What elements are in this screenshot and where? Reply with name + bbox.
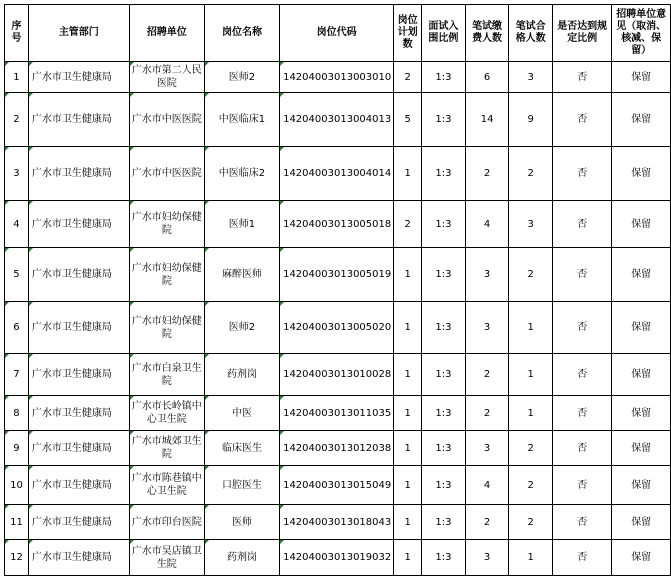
cell-no: 5 — [5, 248, 29, 302]
cell-opinion: 保留 — [612, 540, 671, 576]
table-row — [5, 466, 671, 505]
table-row — [5, 201, 671, 248]
cell-code: 14204003013005019 — [280, 248, 394, 302]
table-row — [5, 62, 671, 93]
cell-reached: 否 — [553, 354, 612, 396]
cell-reached: 否 — [553, 147, 612, 201]
cell-paid: 2 — [465, 147, 509, 201]
cell-plan: 1 — [394, 396, 422, 431]
cell-passed: 3 — [509, 201, 553, 248]
cell-opinion: 保留 — [612, 466, 671, 505]
table-row — [5, 147, 671, 201]
cell-dept: 广水市卫生健康局 — [28, 302, 129, 354]
table-row — [5, 505, 671, 540]
cell-ratio: 1:3 — [422, 93, 466, 147]
cell-passed: 2 — [509, 431, 553, 466]
table-row — [5, 248, 671, 302]
cell-no: 7 — [5, 354, 29, 396]
cell-no: 10 — [5, 466, 29, 505]
cell-plan: 2 — [394, 201, 422, 248]
cell-passed: 2 — [509, 147, 553, 201]
cell-ratio: 1:3 — [422, 431, 466, 466]
cell-plan: 1 — [394, 466, 422, 505]
recruitment-table — [4, 4, 671, 576]
cell-unit: 广水市吴店镇卫生院 — [129, 540, 204, 576]
cell-paid: 2 — [465, 396, 509, 431]
recruitment-sheet — [4, 4, 671, 576]
header-passed: 笔试合格人数 — [509, 5, 553, 62]
cell-unit: 广水市印台医院 — [129, 505, 204, 540]
cell-post: 口腔医生 — [204, 466, 279, 505]
cell-reached: 否 — [553, 540, 612, 576]
cell-opinion: 保留 — [612, 354, 671, 396]
cell-opinion: 保留 — [612, 201, 671, 248]
header-row — [5, 5, 671, 62]
cell-opinion: 保留 — [612, 431, 671, 466]
table-row — [5, 396, 671, 431]
cell-opinion: 保留 — [612, 248, 671, 302]
cell-opinion: 保留 — [612, 62, 671, 93]
cell-reached: 否 — [553, 505, 612, 540]
cell-paid: 2 — [465, 354, 509, 396]
header-opinion: 招聘单位意见（取消、核减、保留） — [612, 5, 671, 62]
cell-reached: 否 — [553, 62, 612, 93]
cell-no: 9 — [5, 431, 29, 466]
cell-no: 2 — [5, 93, 29, 147]
cell-opinion: 保留 — [612, 302, 671, 354]
cell-plan: 1 — [394, 431, 422, 466]
cell-unit: 广水市妇幼保健院 — [129, 302, 204, 354]
cell-code: 14204003013005018 — [280, 201, 394, 248]
cell-plan: 1 — [394, 505, 422, 540]
cell-ratio: 1:3 — [422, 505, 466, 540]
cell-plan: 1 — [394, 540, 422, 576]
cell-paid: 4 — [465, 466, 509, 505]
cell-ratio: 1:3 — [422, 466, 466, 505]
cell-reached: 否 — [553, 248, 612, 302]
cell-paid: 4 — [465, 201, 509, 248]
table-row — [5, 302, 671, 354]
cell-code: 14204003013004014 — [280, 147, 394, 201]
cell-unit: 广水市白泉卫生院 — [129, 354, 204, 396]
cell-dept: 广水市卫生健康局 — [28, 248, 129, 302]
cell-code: 14204003013003010 — [280, 62, 394, 93]
table-header — [5, 5, 671, 62]
cell-paid: 2 — [465, 505, 509, 540]
cell-code: 14204003013010028 — [280, 354, 394, 396]
cell-passed: 9 — [509, 93, 553, 147]
cell-paid: 3 — [465, 431, 509, 466]
cell-ratio: 1:3 — [422, 540, 466, 576]
cell-code: 14204003013019032 — [280, 540, 394, 576]
cell-code: 14204003013011035 — [280, 396, 394, 431]
cell-ratio: 1:3 — [422, 62, 466, 93]
cell-plan: 1 — [394, 354, 422, 396]
cell-unit: 广水市第二人民医院 — [129, 62, 204, 93]
cell-paid: 6 — [465, 62, 509, 93]
cell-no: 11 — [5, 505, 29, 540]
cell-code: 14204003013012038 — [280, 431, 394, 466]
cell-no: 4 — [5, 201, 29, 248]
cell-unit: 广水市妇幼保健院 — [129, 201, 204, 248]
cell-dept: 广水市卫生健康局 — [28, 62, 129, 93]
cell-reached: 否 — [553, 302, 612, 354]
cell-code: 14204003013004013 — [280, 93, 394, 147]
cell-reached: 否 — [553, 201, 612, 248]
cell-dept: 广水市卫生健康局 — [28, 354, 129, 396]
table-body — [5, 62, 671, 576]
cell-ratio: 1:3 — [422, 201, 466, 248]
cell-opinion: 保留 — [612, 147, 671, 201]
header-no: 序号 — [5, 5, 29, 62]
cell-ratio: 1:3 — [422, 354, 466, 396]
table-row — [5, 354, 671, 396]
header-plan: 岗位计划数 — [394, 5, 422, 62]
table-row — [5, 431, 671, 466]
cell-ratio: 1:3 — [422, 147, 466, 201]
cell-passed: 3 — [509, 62, 553, 93]
cell-passed: 1 — [509, 396, 553, 431]
header-post: 岗位名称 — [204, 5, 279, 62]
cell-post: 医师 — [204, 505, 279, 540]
cell-no: 1 — [5, 62, 29, 93]
cell-no: 8 — [5, 396, 29, 431]
cell-dept: 广水市卫生健康局 — [28, 396, 129, 431]
cell-opinion: 保留 — [612, 93, 671, 147]
cell-unit: 广水市长岭镇中心卫生院 — [129, 396, 204, 431]
cell-post: 药剂岗 — [204, 354, 279, 396]
cell-passed: 2 — [509, 505, 553, 540]
header-dept: 主管部门 — [28, 5, 129, 62]
cell-dept: 广水市卫生健康局 — [28, 93, 129, 147]
cell-opinion: 保留 — [612, 505, 671, 540]
cell-plan: 1 — [394, 248, 422, 302]
header-paid: 笔试缴费人数 — [465, 5, 509, 62]
cell-post: 临床医生 — [204, 431, 279, 466]
cell-unit: 广水市城郊卫生院 — [129, 431, 204, 466]
cell-dept: 广水市卫生健康局 — [28, 201, 129, 248]
cell-passed: 2 — [509, 248, 553, 302]
cell-code: 14204003013015049 — [280, 466, 394, 505]
cell-passed: 1 — [509, 354, 553, 396]
cell-no: 6 — [5, 302, 29, 354]
cell-unit: 广水市陈巷镇中心卫生院 — [129, 466, 204, 505]
cell-plan: 1 — [394, 302, 422, 354]
header-ratio: 面试入围比例 — [422, 5, 466, 62]
cell-reached: 否 — [553, 396, 612, 431]
cell-post: 医师1 — [204, 201, 279, 248]
cell-passed: 1 — [509, 540, 553, 576]
cell-ratio: 1:3 — [422, 248, 466, 302]
cell-post: 药剂岗 — [204, 540, 279, 576]
cell-post: 中医临床1 — [204, 93, 279, 147]
cell-dept: 广水市卫生健康局 — [28, 505, 129, 540]
header-unit: 招聘单位 — [129, 5, 204, 62]
cell-dept: 广水市卫生健康局 — [28, 431, 129, 466]
header-code: 岗位代码 — [280, 5, 394, 62]
cell-dept: 广水市卫生健康局 — [28, 147, 129, 201]
cell-plan: 2 — [394, 62, 422, 93]
cell-passed: 1 — [509, 302, 553, 354]
cell-unit: 广水市中医医院 — [129, 93, 204, 147]
cell-paid: 14 — [465, 93, 509, 147]
cell-reached: 否 — [553, 93, 612, 147]
cell-post: 医师2 — [204, 302, 279, 354]
cell-code: 14204003013005020 — [280, 302, 394, 354]
cell-no: 3 — [5, 147, 29, 201]
cell-post: 中医 — [204, 396, 279, 431]
cell-code: 14204003013018043 — [280, 505, 394, 540]
cell-opinion: 保留 — [612, 396, 671, 431]
cell-unit: 广水市中医医院 — [129, 147, 204, 201]
cell-reached: 否 — [553, 466, 612, 505]
cell-plan: 5 — [394, 93, 422, 147]
cell-paid: 3 — [465, 248, 509, 302]
cell-paid: 3 — [465, 302, 509, 354]
cell-ratio: 1:3 — [422, 302, 466, 354]
cell-unit: 广水市妇幼保健院 — [129, 248, 204, 302]
cell-passed: 2 — [509, 466, 553, 505]
cell-dept: 广水市卫生健康局 — [28, 540, 129, 576]
cell-no: 12 — [5, 540, 29, 576]
cell-plan: 1 — [394, 147, 422, 201]
cell-dept: 广水市卫生健康局 — [28, 466, 129, 505]
table-row — [5, 93, 671, 147]
cell-post: 医师2 — [204, 62, 279, 93]
cell-post: 中医临床2 — [204, 147, 279, 201]
cell-paid: 3 — [465, 540, 509, 576]
cell-reached: 否 — [553, 431, 612, 466]
header-reached: 是否达到规定比例 — [553, 5, 612, 62]
table-row — [5, 540, 671, 576]
cell-post: 麻醉医师 — [204, 248, 279, 302]
cell-ratio: 1:3 — [422, 396, 466, 431]
